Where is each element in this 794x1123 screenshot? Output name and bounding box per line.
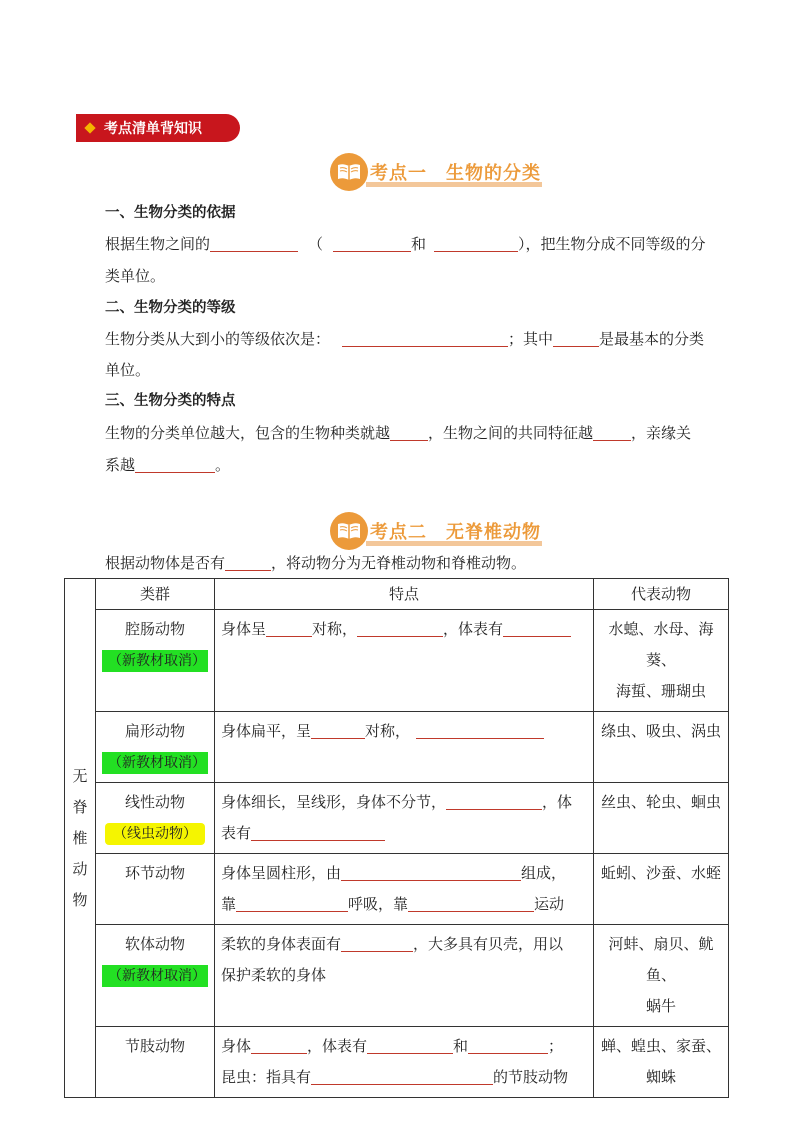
feature-cell: 身体呈圆柱形，由 组成， 靠 呼吸，靠 运动 (215, 854, 594, 925)
paragraph-basis: 根据生物之间的 （ 和 ），把生物分成不同等级的分 (105, 235, 706, 253)
category-cell: 线性动物 （线虫动物） (96, 783, 215, 854)
status-tag: （线虫动物） (105, 823, 205, 845)
answer-blank[interactable] (390, 424, 428, 441)
answer-blank[interactable] (225, 554, 271, 571)
answer-blank[interactable] (357, 620, 443, 637)
answer-blank[interactable] (266, 620, 312, 637)
answer-blank[interactable] (236, 895, 348, 912)
table-row (65, 854, 729, 925)
banner-label: 考点清单背知识 (104, 121, 202, 137)
group-label-cell: 无 脊 椎 动 物 (65, 579, 96, 1098)
category-cell: 扁形动物 （新教材取消） (96, 712, 215, 783)
heading-classification-levels: 二、生物分类的等级 (105, 300, 236, 316)
table-row (65, 925, 729, 1027)
answer-blank[interactable] (311, 1068, 493, 1085)
status-tag: （新教材取消） (102, 752, 208, 774)
paragraph-basis-cont: 类单位。 (105, 267, 166, 285)
paragraph-levels-cont: 单位。 (105, 361, 151, 379)
paragraph-features: 生物的分类单位越大，包含的生物种类就越 ，生物之间的共同特征越 ，亲缘关 (105, 424, 692, 442)
answer-blank[interactable] (434, 235, 518, 252)
answer-blank[interactable] (342, 330, 508, 347)
header-examples: 代表动物 (594, 579, 729, 610)
answer-blank[interactable] (210, 235, 298, 252)
examples-cell: 蝉、蝗虫、家蚕、 蜘蛛 (594, 1027, 729, 1098)
section-2-heading (330, 511, 541, 551)
examples-cell: 河蚌、扇贝、鱿鱼、 蜗牛 (594, 925, 729, 1027)
answer-blank[interactable] (408, 895, 534, 912)
heading-classification-features: 三、生物分类的特点 (105, 393, 236, 409)
table-row (65, 783, 729, 854)
feature-cell: 柔软的身体表面有 ，大多具有贝壳，用以 保护柔软的身体 (215, 925, 594, 1027)
invertebrate-table (64, 578, 729, 1098)
category-cell: 腔肠动物 （新教材取消） (96, 610, 215, 712)
answer-blank[interactable] (333, 235, 411, 252)
answer-blank[interactable] (553, 330, 599, 347)
answer-blank[interactable] (503, 620, 571, 637)
section-2-title: 考点二 无脊椎动物 (370, 522, 541, 543)
paragraph-features-cont: 系越 。 (105, 456, 231, 474)
category-cell: 节肢动物 (96, 1027, 215, 1098)
section-1-title: 考点一 生物的分类 (370, 163, 541, 184)
diamond-icon (84, 122, 95, 133)
section-1-heading (330, 152, 541, 192)
feature-cell: 身体细长，呈线形，身体不分节， ，体 表有 (215, 783, 594, 854)
status-tag: （新教材取消） (102, 965, 208, 987)
table-header-row (65, 579, 729, 610)
status-tag: （新教材取消） (102, 650, 208, 672)
answer-blank[interactable] (341, 864, 521, 881)
feature-cell: 身体扁平，呈 对称， (215, 712, 594, 783)
answer-blank[interactable] (446, 793, 542, 810)
table-row (65, 1027, 729, 1098)
examples-cell: 绦虫、吸虫、涡虫 (594, 712, 729, 783)
table-row (65, 610, 729, 712)
open-book-icon (330, 153, 368, 191)
header-feature: 特点 (215, 579, 594, 610)
header-category: 类群 (96, 579, 215, 610)
feature-cell: 身体 ，体表有 和 ； 昆虫：指具有 的节肢动物 (215, 1027, 594, 1098)
category-cell: 软体动物 （新教材取消） (96, 925, 215, 1027)
table-row (65, 712, 729, 783)
category-cell: 环节动物 (96, 854, 215, 925)
answer-blank[interactable] (251, 824, 385, 841)
answer-blank[interactable] (251, 1037, 307, 1054)
open-book-icon (330, 512, 368, 550)
paragraph-levels: 生物分类从大到小的等级依次是： ；其中 是最基本的分类 (105, 330, 705, 348)
section-banner (76, 114, 240, 142)
feature-cell: 身体呈 对称， ，体表有 (215, 610, 594, 712)
answer-blank[interactable] (341, 935, 413, 952)
answer-blank[interactable] (135, 456, 215, 473)
answer-blank[interactable] (367, 1037, 453, 1054)
examples-cell: 丝虫、轮虫、蛔虫 (594, 783, 729, 854)
answer-blank[interactable] (593, 424, 631, 441)
heading-classification-basis: 一、生物分类的依据 (105, 205, 236, 221)
answer-blank[interactable] (416, 722, 544, 739)
paragraph-intro: 根据动物体是否有 ，将动物分为无脊椎动物和脊椎动物。 (105, 554, 527, 572)
answer-blank[interactable] (311, 722, 365, 739)
examples-cell: 水螅、水母、海葵、 海蜇、珊瑚虫 (594, 610, 729, 712)
examples-cell: 蚯蚓、沙蚕、水蛭 (594, 854, 729, 925)
answer-blank[interactable] (468, 1037, 548, 1054)
